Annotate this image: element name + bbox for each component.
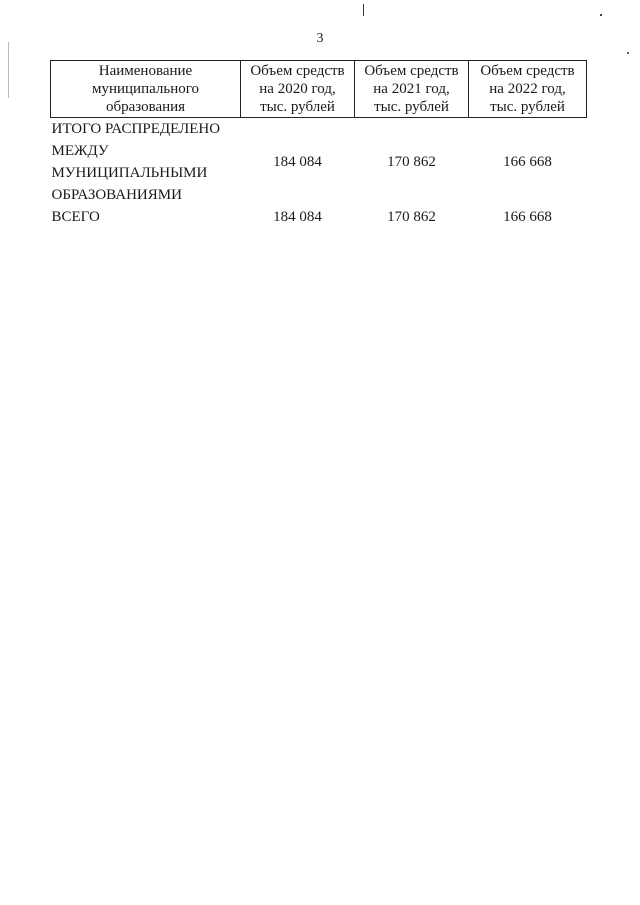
scan-artifact-line: [8, 42, 9, 98]
table-row-grand-total: [51, 206, 587, 228]
header-volume-2020: Объем средств на 2020 год, тыс. рублей: [241, 61, 355, 118]
value-2021-cell: 170 862: [387, 209, 436, 225]
scan-artifact-mark: [363, 4, 364, 16]
value-2022-cell: 166 668: [503, 154, 552, 170]
row-name-cell: ВСЕГО: [51, 209, 100, 225]
allocation-table: [50, 60, 587, 228]
value-2020-cell: 184 084: [273, 154, 322, 170]
header-volume-2021: Объем средств на 2021 год, тыс. рублей: [355, 61, 469, 118]
value-2021-cell: 170 862: [387, 154, 436, 170]
table-header-row: [51, 61, 587, 118]
header-volume-2022: Объем средств на 2022 год, тыс. рублей: [469, 61, 587, 118]
scan-artifact-dot: [627, 52, 629, 54]
row-name-cell: ИТОГО РАСПРЕДЕЛЕНО МЕЖДУ МУНИЦИПАЛЬНЫМИ ОБРАЗОВАНИЯМИ: [51, 121, 221, 203]
value-2022-cell: 166 668: [503, 209, 552, 225]
page-number: 3: [316, 31, 324, 46]
table-row-total-distributed: [51, 118, 587, 207]
header-municipality-name: Наименование муниципального образования: [51, 61, 241, 118]
value-2020-cell: 184 084: [273, 209, 322, 225]
scan-artifact-dot: [600, 14, 602, 16]
